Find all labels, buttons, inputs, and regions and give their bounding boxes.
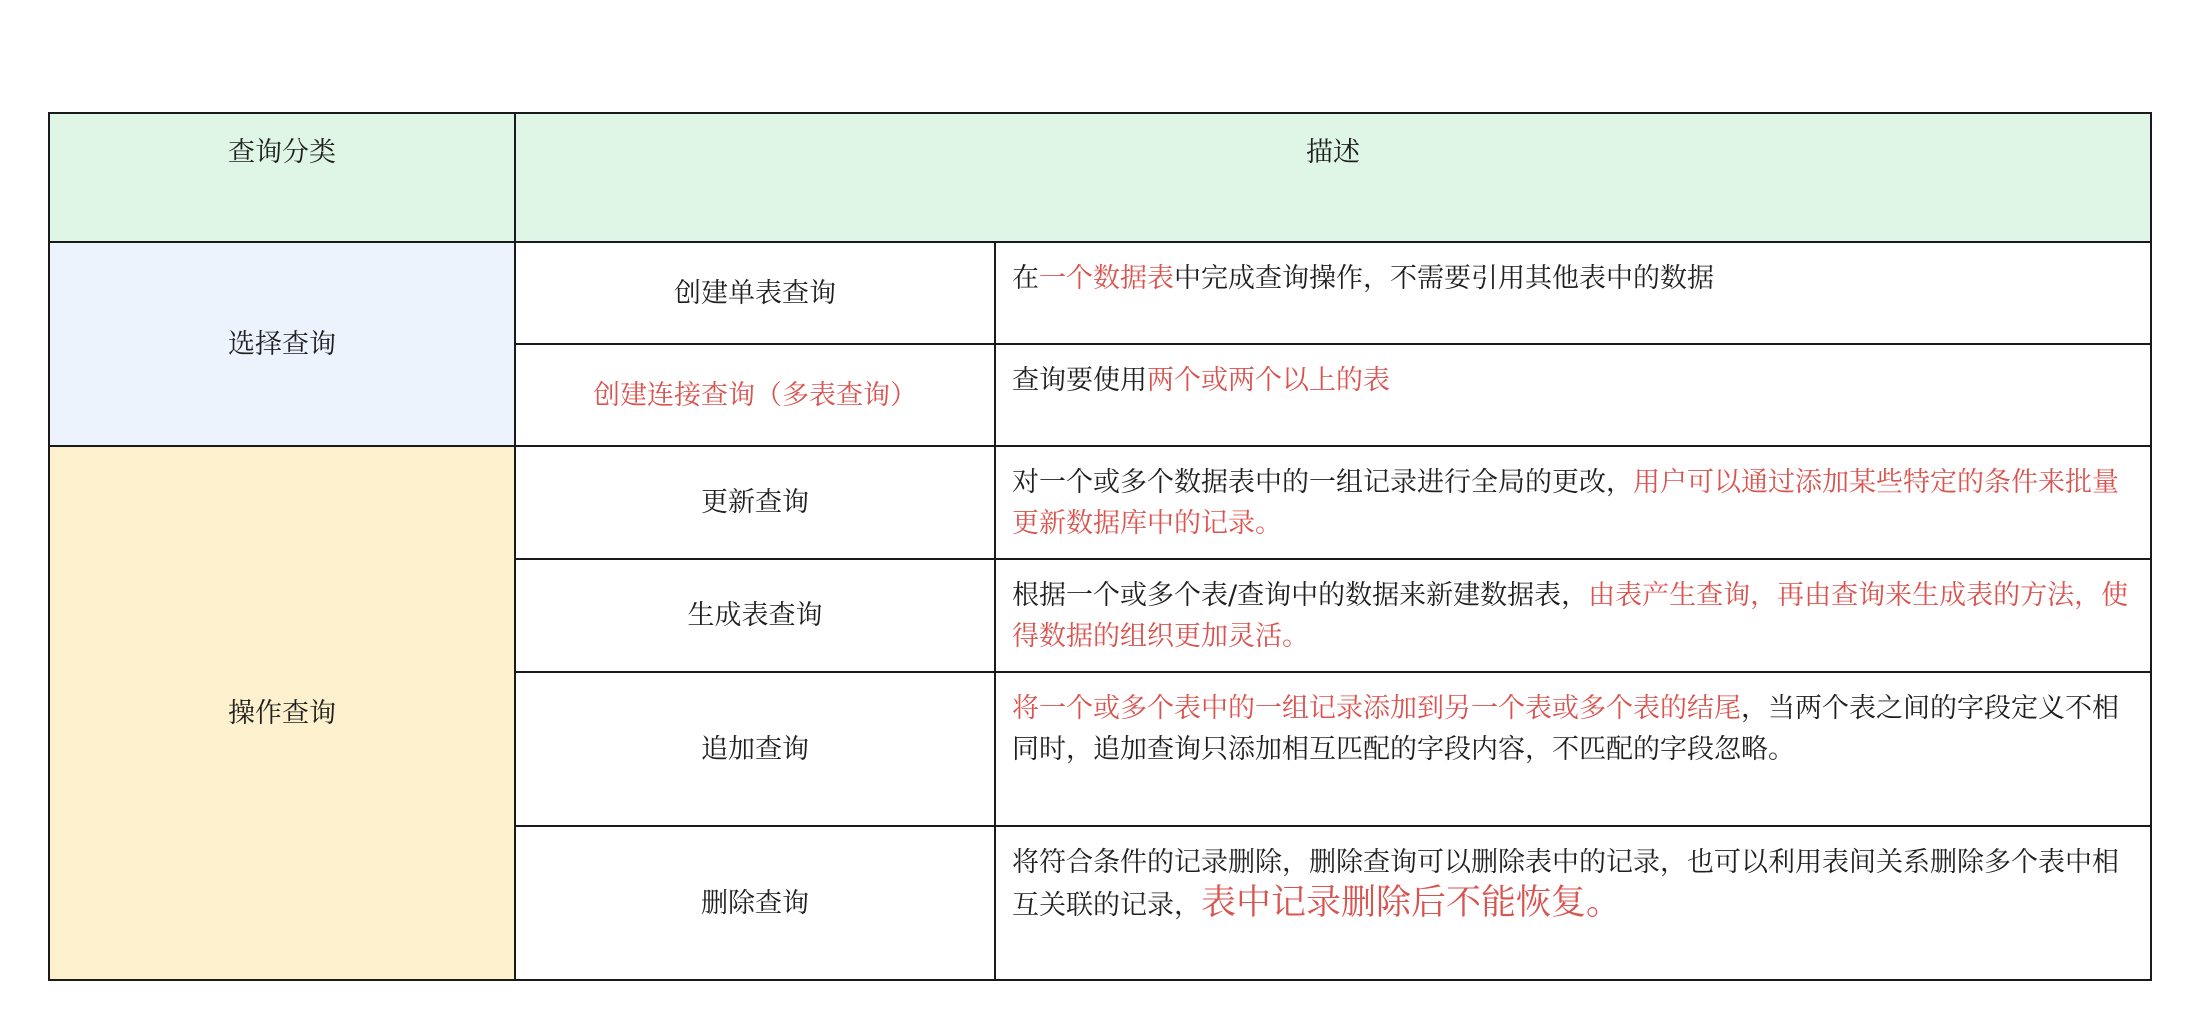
table-row xyxy=(49,446,2151,559)
desc-text: 中完成查询操作，不需要引用其他表中的数据 xyxy=(1174,263,1714,294)
query-type-append: 追加查询 xyxy=(515,672,995,826)
category-action-query: 操作查询 xyxy=(49,446,515,980)
desc-text: 根据一个或多个表/查询中的数据来新建数据表， xyxy=(1012,580,1589,611)
desc-text: 在 xyxy=(1012,263,1039,294)
query-type-single-table: 创建单表查询 xyxy=(515,242,995,344)
desc-highlight: 由表产生查询，再由查询来生成表的方法，使得数据的组织更加灵活。 xyxy=(1012,580,2129,652)
category-select-query: 选择查询 xyxy=(49,242,515,446)
query-type-join-query: 创建连接查询（多表查询） xyxy=(515,344,995,446)
description-join-query xyxy=(995,344,2151,446)
header-category: 查询分类 xyxy=(49,113,515,242)
desc-text: 将符合条件的记录删除，删除查询可以删除表中的记录，也可以利用表间关系删除多个表中相互关联的记录， xyxy=(1012,847,2119,921)
description-make-table xyxy=(995,559,2151,672)
header-description: 描述 xyxy=(515,113,2151,242)
desc-highlight: 表中记录删除后不能恢复。 xyxy=(1201,883,1622,923)
table-row xyxy=(49,242,2151,344)
query-type-update: 更新查询 xyxy=(515,446,995,559)
query-type-delete: 删除查询 xyxy=(515,826,995,980)
query-type-table xyxy=(48,112,2152,981)
description-update xyxy=(995,446,2151,559)
description-single-table xyxy=(995,242,2151,344)
table-header-row xyxy=(49,113,2151,242)
desc-highlight: 一个数据表 xyxy=(1039,263,1174,294)
desc-highlight: 将一个或多个表中的一组记录添加到另一个表或多个表的结尾 xyxy=(1012,693,1741,724)
desc-text: ，当两个表之间的字段定义不相同时，追加查询只添加相互匹配的字段内容，不匹配的字段忽略。 xyxy=(1012,693,2119,765)
desc-text: 对一个或多个数据表中的一组记录进行全局的更改， xyxy=(1012,467,1633,498)
description-delete xyxy=(995,826,2151,980)
desc-text: 查询要使用 xyxy=(1012,365,1147,396)
description-append xyxy=(995,672,2151,826)
query-type-make-table: 生成表查询 xyxy=(515,559,995,672)
desc-highlight: 两个或两个以上的表 xyxy=(1147,365,1390,396)
desc-highlight: 用户可以通过添加某些特定的条件来批量更新数据库中的记录。 xyxy=(1012,467,2119,539)
